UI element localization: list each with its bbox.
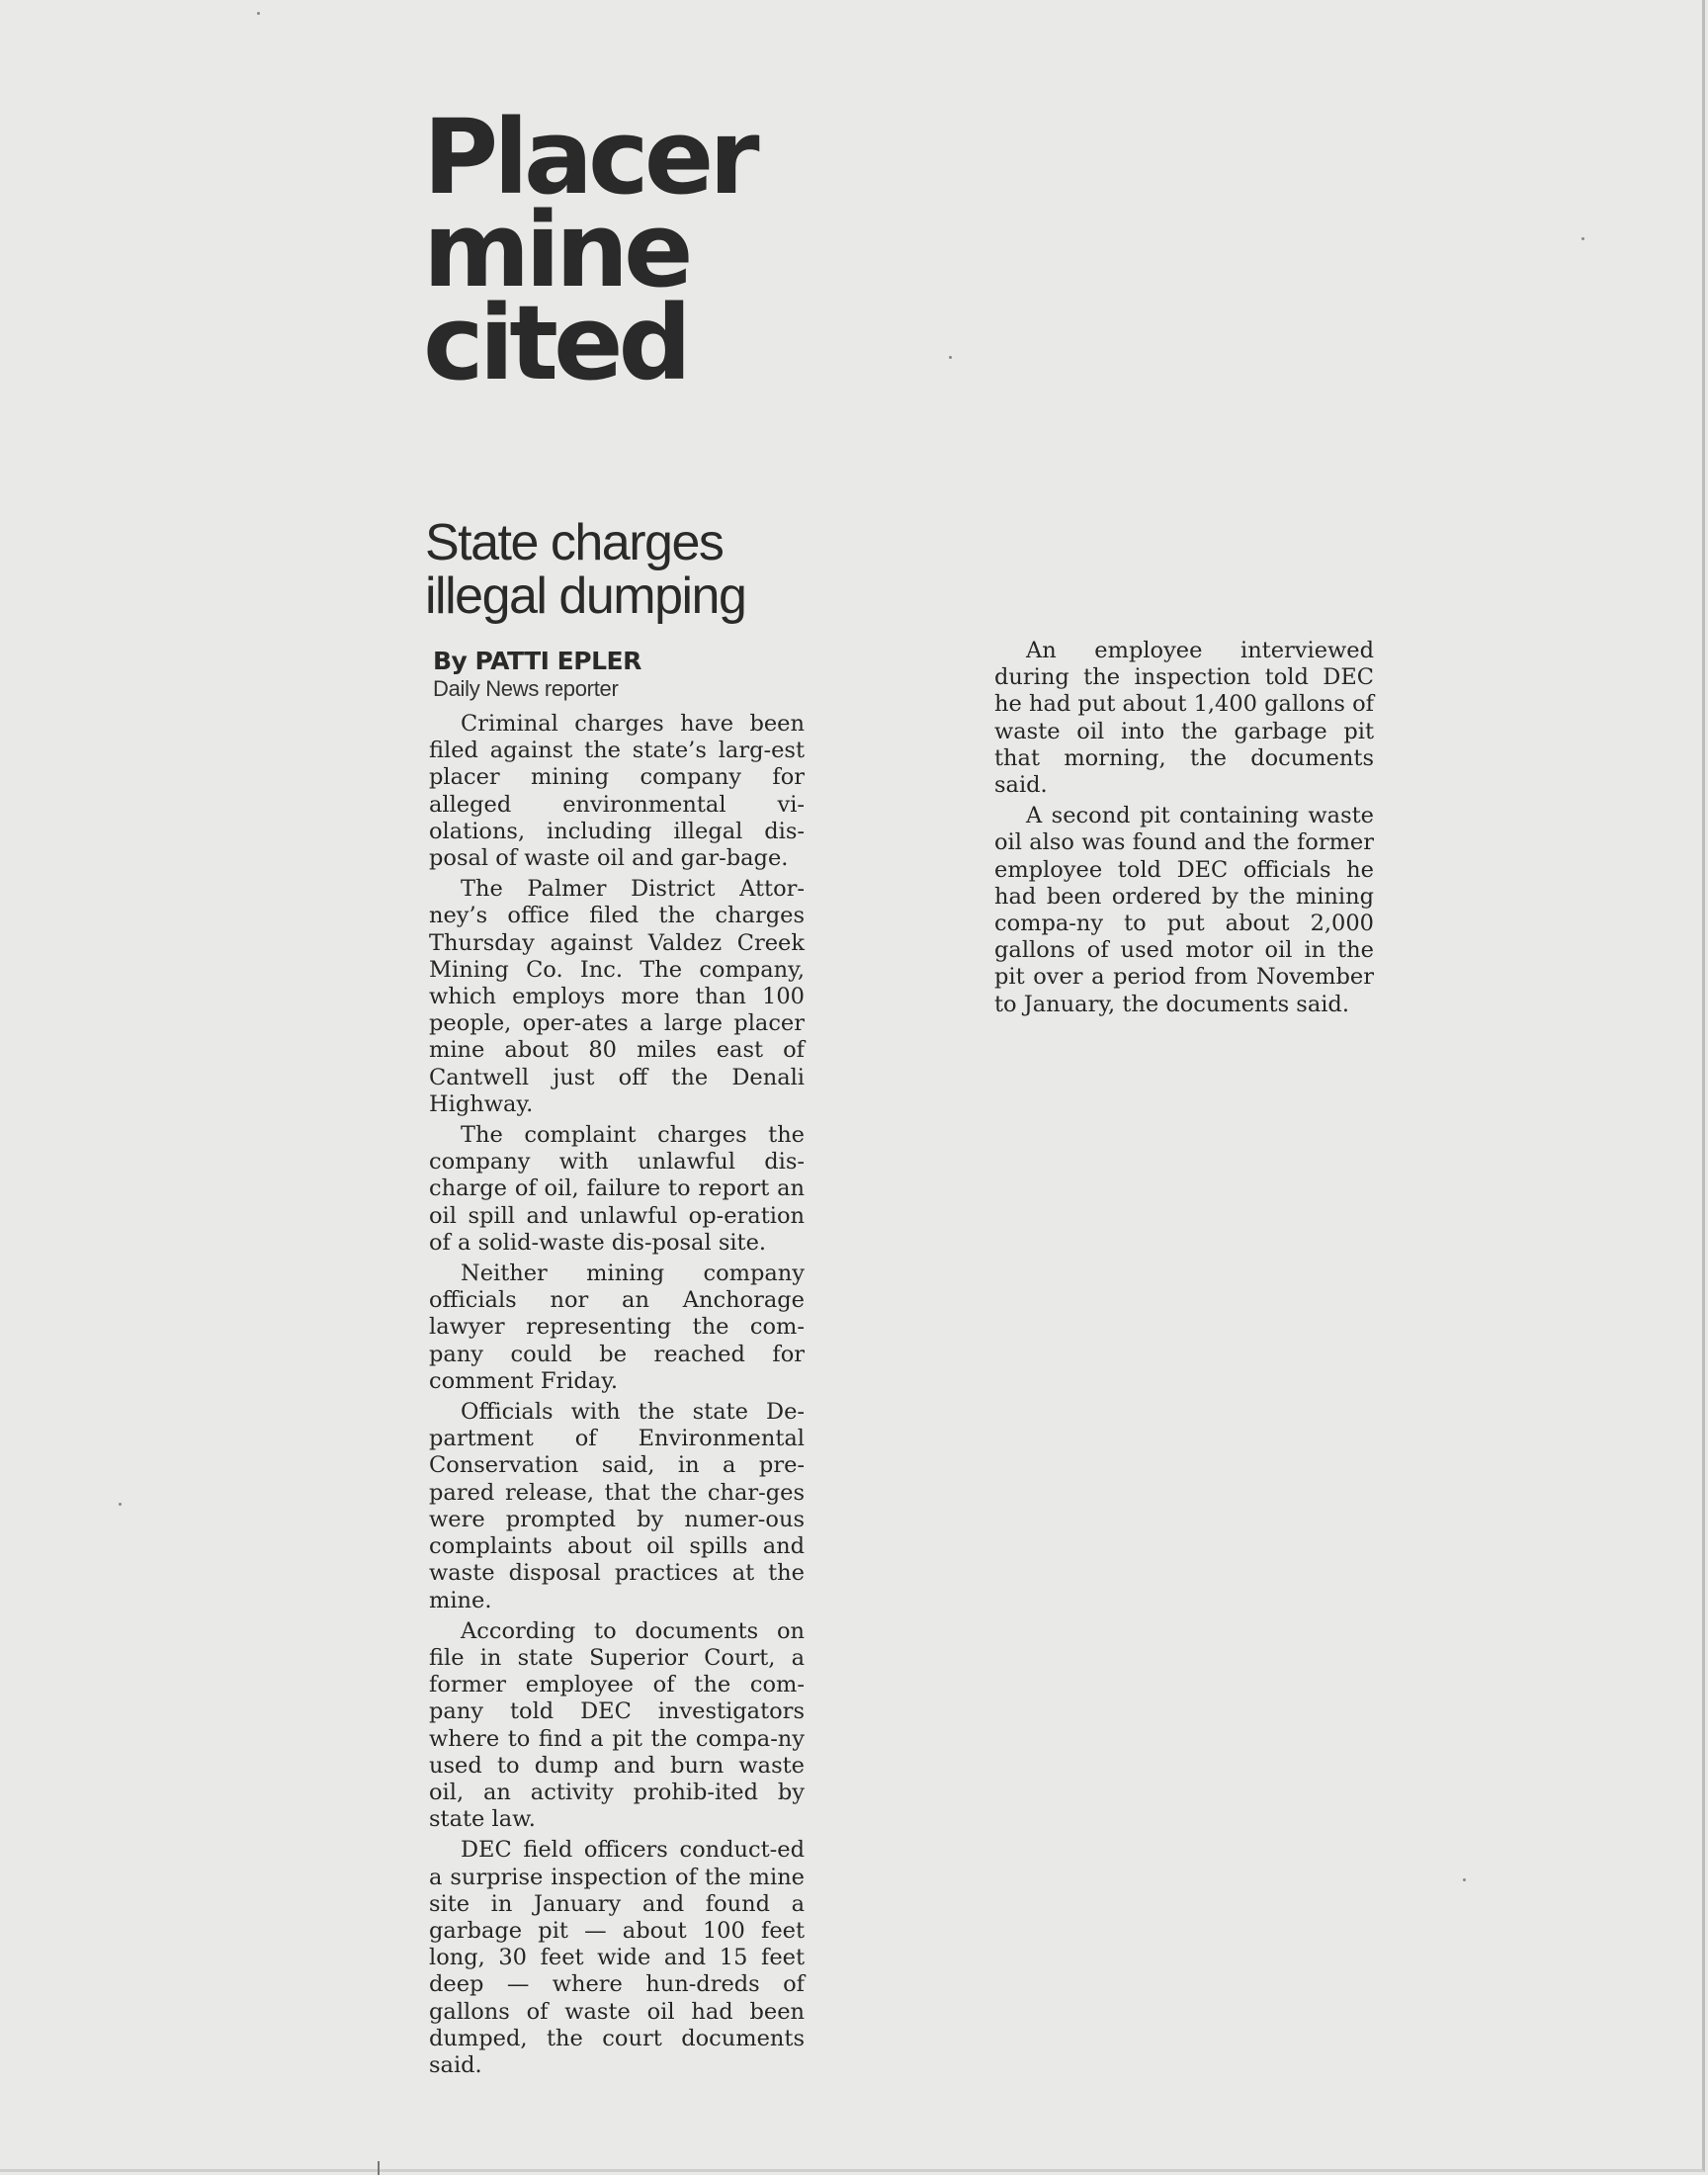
scan-speck [1463, 1878, 1466, 1881]
article-paragraph: An employee interviewed during the inspection told DEC he had put about 1,400 gallons of waste oil into the garbage pit that morning, the documents said. [994, 638, 1374, 799]
byline-role: Daily News reporter [433, 676, 619, 701]
article-paragraph: A second pit containing waste oil also was found and the former employee told DEC officials he had been ordered by the mining compa-ny to put about 2,000 gallons of used motor oil in the pit over a period from November to January, the documents said. [994, 803, 1374, 1017]
headline-line: Placer [423, 97, 755, 218]
article-paragraph: DEC field officers conduct-ed a surprise inspection of the mine site in January and found a garbage pit — about 100 feet long, 30 feet wide and 15 feet deep — where hun-dreds of gallons of waste oil had been dumped, the court documents said. [429, 1837, 805, 2078]
scan-speck [949, 356, 952, 359]
article-paragraph: Criminal charges have been filed against the state’s larg-est placer mining company for alleged environmental vi-olations, including illegal dis-posal of waste oil and gar-bage. [429, 711, 805, 872]
scan-mark [378, 2161, 380, 2175]
article-paragraph: According to documents on file in state Superior Court, a former employee of the com-pany told DEC investigators where to find a pit the compa-ny used to dump and burn waste oil, an activity prohib-ited by state law. [429, 1617, 805, 1833]
article-paragraph: Neither mining company officials nor an Anchorage lawyer representing the com-pany could be reached for comment Friday. [429, 1261, 805, 1394]
byline [433, 647, 641, 702]
article-paragraph: Officials with the state De-partment of Environmental Conservation said, in a pre-pared release, that the char-ges were prompted by numer-ous complaints about oil spills and waste disposal practices at the mine. [429, 1399, 805, 1613]
subheadline [425, 516, 820, 623]
scan-speck [257, 12, 260, 15]
subhead-line: State charges [425, 514, 724, 571]
article-column-1 [429, 711, 805, 2083]
byline-name: By PATTI EPLER [433, 647, 641, 675]
headline [423, 97, 818, 403]
scan-speck [119, 1503, 122, 1506]
article-column-2 [994, 638, 1374, 1022]
article-paragraph: The Palmer District Attor-ney’s office filed the charges Thursday against Valdez Creek Mining Co. Inc. The company, which employs more than 100 people, oper-ates a large placer mine about 80 miles east of Cantwell just off the Denali Highway. [429, 876, 805, 1117]
article-paragraph: The complaint charges the company with unlawful dis-charge of oil, failure to report an oil spill and unlawful op-eration of a solid-waste dis-posal site. [429, 1122, 805, 1256]
headline-line: cited [423, 283, 687, 403]
scan-speck [1581, 237, 1584, 240]
headline-line: mine [423, 190, 689, 310]
subhead-line: illegal dumping [425, 567, 746, 625]
